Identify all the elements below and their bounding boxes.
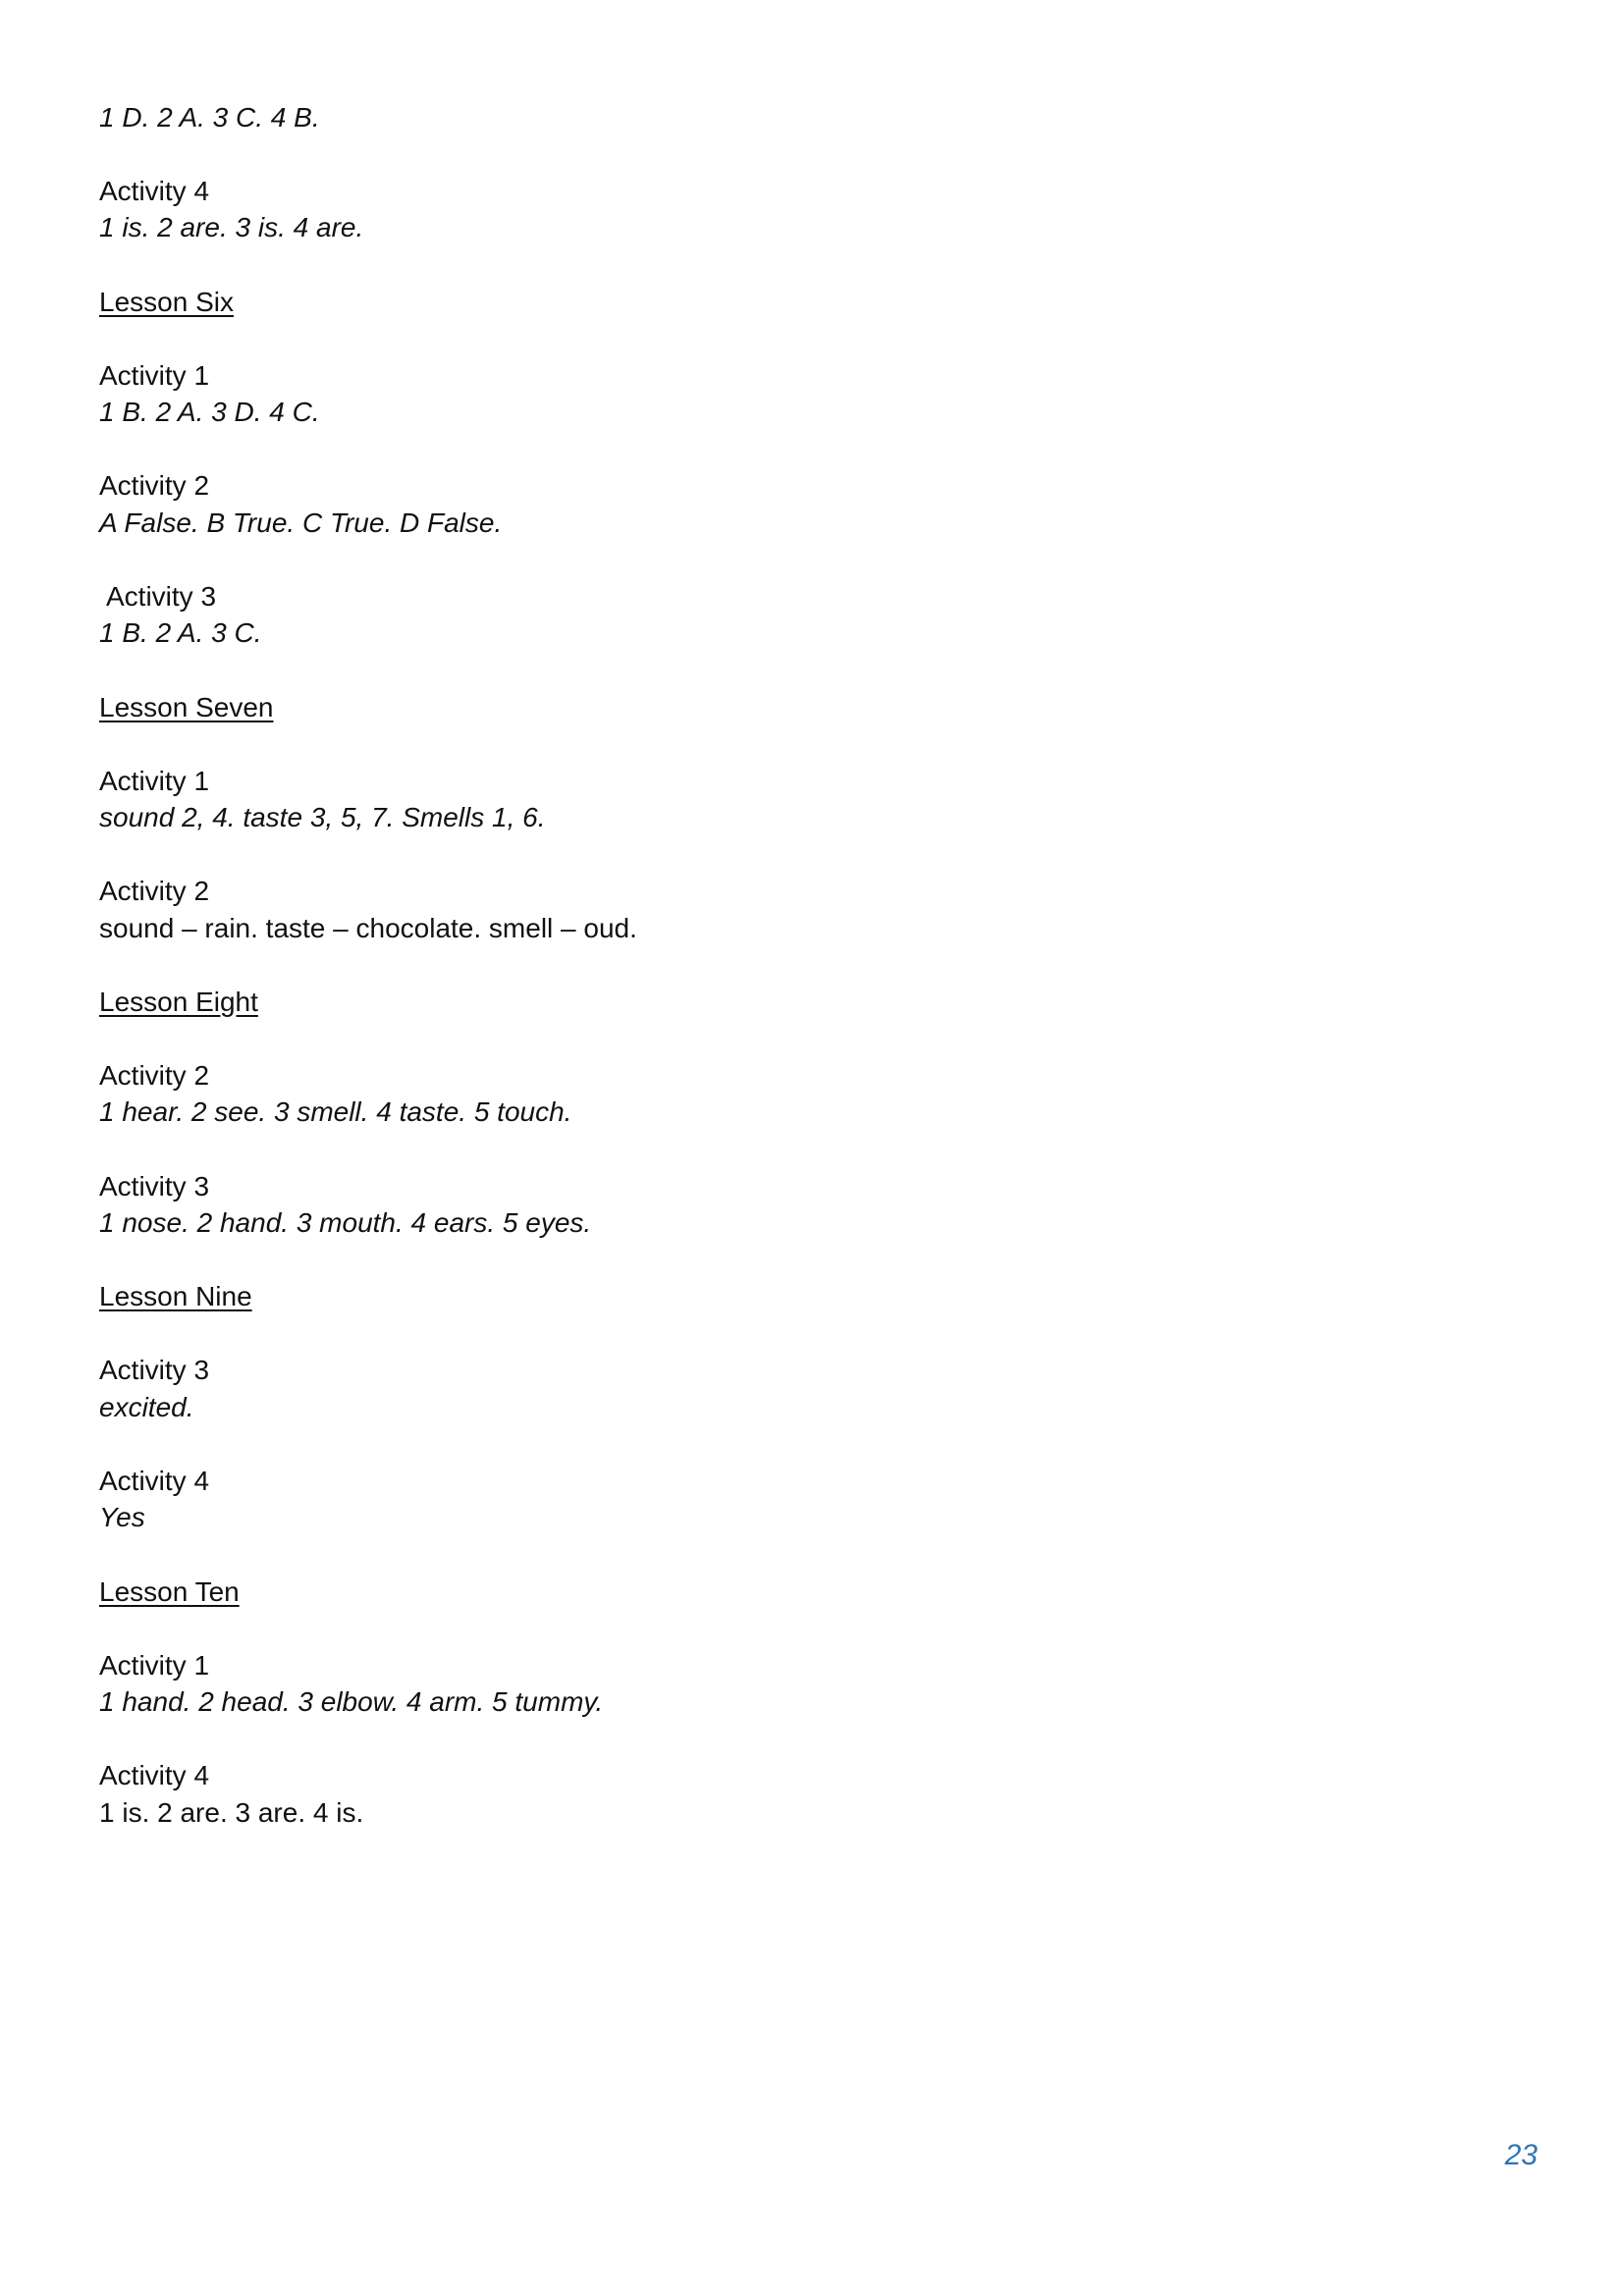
answer-line: Yes — [99, 1502, 145, 1532]
activity-label: Activity 4 — [99, 1760, 210, 1790]
answer-line: 1 is. 2 are. 3 is. 4 are. — [99, 212, 364, 242]
lesson-heading: Lesson Eight — [99, 987, 258, 1017]
activity-label: Activity 1 — [99, 360, 210, 391]
answer-line: 1 hand. 2 head. 3 elbow. 4 arm. 5 tummy. — [99, 1686, 604, 1717]
answer-line: 1 B. 2 A. 3 C. — [99, 617, 262, 648]
answer-line: 1 B. 2 A. 3 D. 4 C. — [99, 397, 320, 427]
answer-line: sound 2, 4. taste 3, 5, 7. Smells 1, 6. — [99, 802, 546, 832]
answer-line: 1 is. 2 are. 3 are. 4 is. — [99, 1797, 364, 1828]
activity-label: Activity 3 — [106, 581, 217, 612]
lesson-heading: Lesson Seven — [99, 692, 274, 722]
page-number: 23 — [1504, 2139, 1538, 2171]
activity-label: Activity 4 — [99, 1466, 210, 1496]
lesson-heading: Lesson Nine — [99, 1281, 252, 1311]
activity-label: Activity 3 — [99, 1355, 210, 1385]
activity-label: Activity 2 — [99, 1060, 210, 1091]
answer-line: sound – rain. taste – chocolate. smell – oud. — [99, 913, 637, 943]
activity-label: Activity 4 — [99, 176, 210, 206]
activity-label: Activity 1 — [99, 1650, 210, 1681]
answer-line: 1 D. 2 A. 3 C. 4 B. — [99, 102, 320, 133]
answer-line: 1 nose. 2 hand. 3 mouth. 4 ears. 5 eyes. — [99, 1207, 592, 1238]
lesson-heading: Lesson Six — [99, 287, 234, 317]
activity-label: Activity 3 — [99, 1171, 210, 1201]
activity-label: Activity 2 — [99, 876, 210, 906]
activity-label: Activity 1 — [99, 766, 210, 796]
answer-line: A False. B True. C True. D False. — [99, 507, 503, 538]
activity-label: Activity 2 — [99, 470, 210, 501]
answer-line: excited. — [99, 1392, 194, 1422]
lesson-heading: Lesson Ten — [99, 1576, 240, 1607]
answer-line: 1 hear. 2 see. 3 smell. 4 taste. 5 touch. — [99, 1096, 572, 1127]
